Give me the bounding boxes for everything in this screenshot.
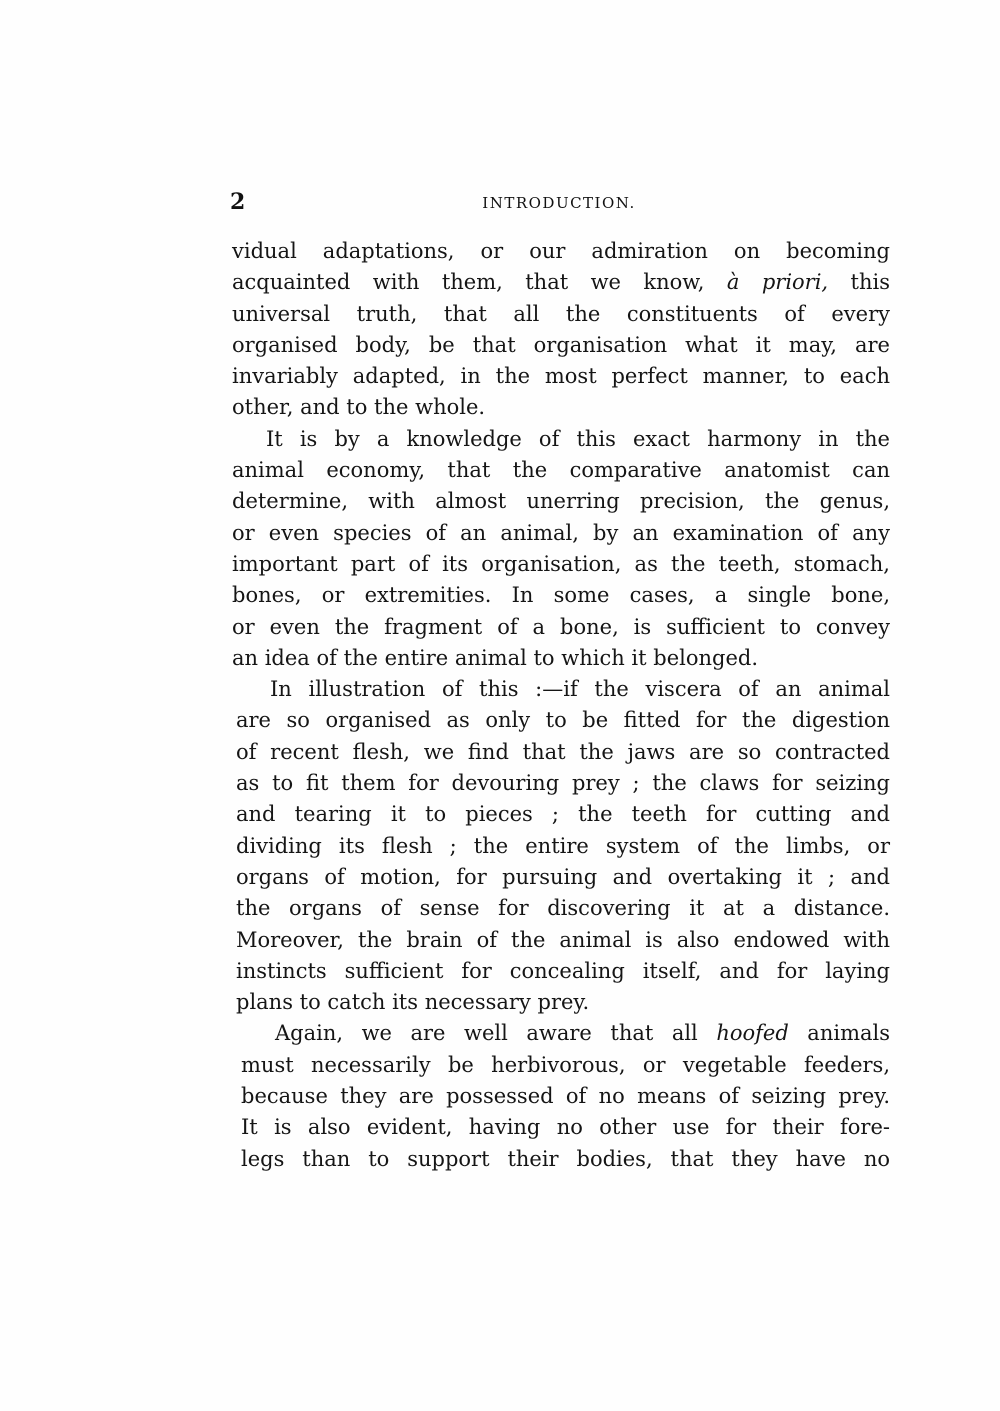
text-line: organised body, be that organisation what it may, are <box>232 332 890 357</box>
text-line: and tearing it to pieces ; the teeth for cutting and <box>236 802 890 827</box>
text-line: because they are possessed of no means of seizing prey. <box>241 1084 890 1109</box>
text-line: It is by a knowledge of this exact harmony in the <box>266 426 890 451</box>
italic-phrase: à priori, <box>726 270 829 295</box>
text-line: vidual adaptations, or our admiration on becoming <box>232 239 890 263</box>
text-line: legs than to support their bodies, that they have no <box>241 1146 890 1171</box>
text-line: Moreover, the brain of the animal is also endowed with <box>236 927 890 952</box>
text-line <box>232 267 890 298</box>
text-line <box>241 1018 890 1049</box>
text-line: dividing its flesh ; the entire system of the limbs, or <box>236 833 890 858</box>
text-line: It is also evident, having no other use for their fore- <box>241 1115 890 1140</box>
text-line: or even the fragment of a bone, is sufficient to convey <box>232 614 890 639</box>
text-line: as to fit them for devouring prey ; the claws for seizing <box>236 771 890 796</box>
page-header <box>230 188 888 218</box>
text-line: In illustration of this :—if the viscera of an animal <box>270 677 890 702</box>
text-line: determine, with almost unerring precision, the genus, <box>232 489 890 514</box>
page-number: 2 <box>230 189 246 215</box>
text-line: or even species of an animal, by an examination of any <box>232 520 890 545</box>
text-line: plans to catch its necessary prey. <box>236 990 590 1015</box>
text-fragment: Again, we are well aware that all <box>275 1021 717 1046</box>
text-line: bones, or extremities. In some cases, a single bone, <box>232 583 890 608</box>
italic-word: hoofed <box>716 1021 789 1046</box>
text-line: universal truth, that all the constituents of every <box>232 301 890 326</box>
text-line: an idea of the entire animal to which it belonged. <box>232 645 759 670</box>
text-line: organs of motion, for pursuing and overtaking it ; and <box>236 864 890 889</box>
text-line: of recent flesh, we find that the jaws are so contracted <box>236 739 890 764</box>
text-line: invariably adapted, in the most perfect manner, to each <box>232 364 890 389</box>
text-line: other, and to the whole. <box>232 395 486 420</box>
text-line: animal economy, that the comparative anatomist can <box>232 458 890 483</box>
text-fragment: animals <box>788 1021 890 1046</box>
paragraph-1 <box>232 236 890 424</box>
running-head: INTRODUCTION. <box>482 194 636 212</box>
text-line: are so organised as only to be fitted for the digestion <box>236 708 890 733</box>
paragraph-4 <box>241 1018 890 1174</box>
paragraph-3 <box>236 674 890 1018</box>
text-fragment: this <box>828 270 890 295</box>
text-line: the organs of sense for discovering it at a distance. <box>236 896 890 921</box>
paragraph-2 <box>232 424 890 674</box>
text-fragment: acquainted with them, that we know, <box>232 270 727 295</box>
text-line: instincts sufficient for concealing itself, and for laying <box>236 958 890 983</box>
text-line: must necessarily be herbivorous, or vegetable feeders, <box>241 1052 890 1077</box>
body-text <box>232 236 890 1175</box>
text-line: important part of its organisation, as the teeth, stomach, <box>232 551 890 576</box>
